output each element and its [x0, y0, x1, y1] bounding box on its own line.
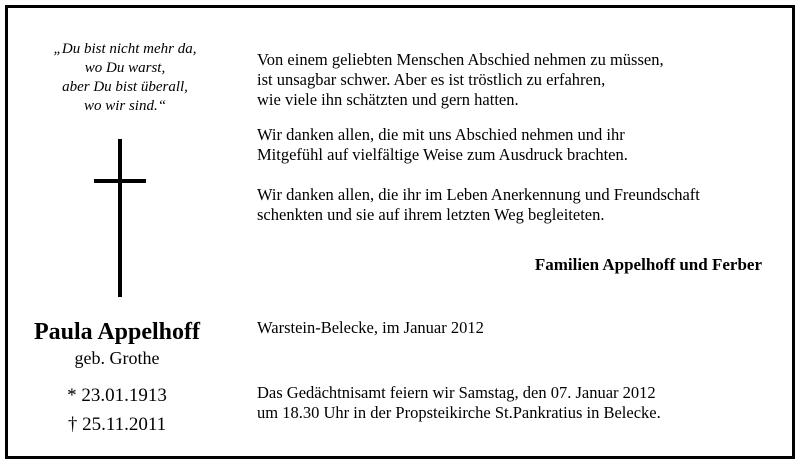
cross-vertical-bar	[118, 139, 122, 297]
thanks-paragraph-2	[257, 125, 628, 165]
quote-line: „Du bist nicht mehr da,	[53, 41, 197, 57]
birth-name: geb. Grothe	[74, 348, 160, 368]
text-line: wie viele ihn schätzten und gern hatten.	[257, 90, 519, 109]
text-line: Wir danken allen, die mit uns Abschied nehmen und ihr	[257, 125, 625, 144]
text-line: um 18.30 Uhr in der Propsteikirche St.Pankratius in Belecke.	[257, 403, 661, 422]
death-date: † 25.11.2011	[67, 414, 167, 435]
cross-horizontal-bar	[94, 179, 146, 183]
place-date: Warstein-Belecke, im Januar 2012	[257, 318, 484, 337]
family-signature: Familien Appelhoff und Ferber	[534, 255, 762, 274]
thanks-paragraph-3	[257, 185, 700, 225]
text-line: Das Gedächtnisamt feiern wir Samstag, den 07. Januar 2012	[257, 383, 656, 402]
text-line: schenkten und sie auf ihrem letzten Weg begleiteten.	[257, 205, 605, 224]
text-line: Mitgefühl auf vielfältige Weise zum Ausdruck brachten.	[257, 145, 628, 164]
text-line: Wir danken allen, die ihr im Leben Anerkennung und Freundschaft	[257, 185, 700, 204]
text-line: Von einem geliebten Menschen Abschied nehmen zu müssen,	[257, 50, 664, 69]
memorial-quote	[20, 40, 230, 116]
birth-date: * 23.01.1913	[67, 385, 167, 406]
quote-line: wo Du warst,	[84, 60, 166, 76]
memorial-service-info	[257, 383, 661, 423]
deceased-name: Paula Appelhoff	[33, 319, 201, 345]
quote-line: aber Du bist überall,	[62, 79, 188, 95]
quote-line: wo wir sind.“	[83, 98, 167, 114]
text-line: ist unsagbar schwer. Aber es ist tröstlich zu erfahren,	[257, 70, 606, 89]
thanks-paragraph-1	[257, 50, 664, 110]
